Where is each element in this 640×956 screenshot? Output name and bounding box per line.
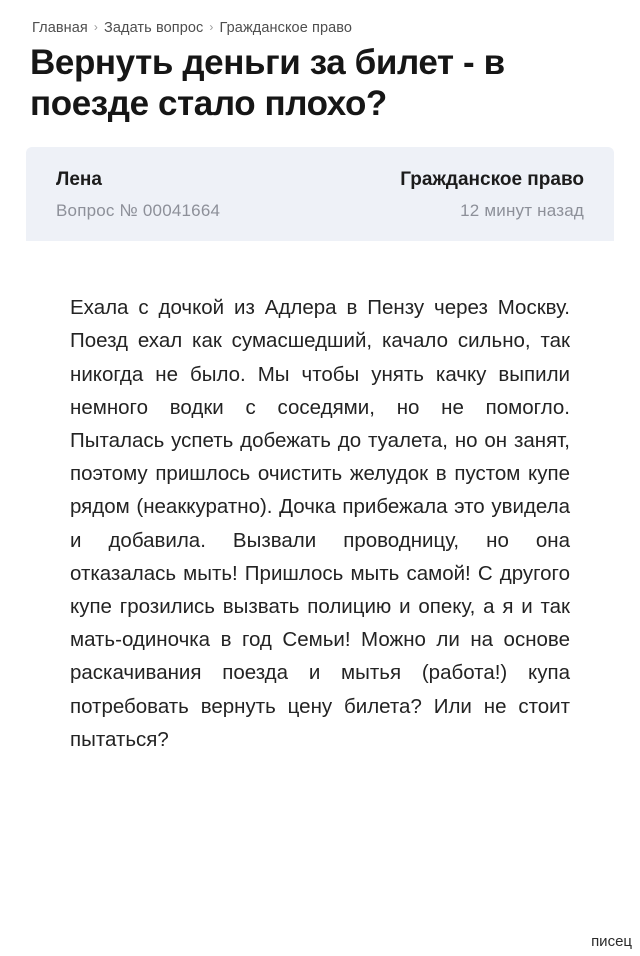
watermark-label: писец: [587, 931, 636, 952]
question-card-header: [26, 147, 614, 241]
question-card-body: [26, 241, 614, 787]
page-title: Вернуть деньги за билет - в поезде стало плохо?: [30, 43, 505, 124]
question-card: [26, 147, 614, 787]
breadcrumb: [32, 20, 614, 36]
breadcrumb-item-ask-question[interactable]: Задать вопрос: [104, 20, 204, 36]
question-body-text: Ехала с дочкой из Адлера в Пензу через Москву. Поезд ехал как сумасшедший, качало сильно, так никогда не было. Мы чтобы унять качку выпили немного водки с соседями, но не помогло. Пыталась успеть добежать до туалета, но он занят, поэтому пришлось очистить желудок в пустом купе рядом (неаккуратно). Дочка прибежала это увидела и добавила. Вызвали проводницу, но она отказалась мыть! Пришлось мыть самой! С другого купе грозились вызвать полицию и опеку, а я и так мать-одиночка в год Семьи! Можно ли на основе раскачивания поезда и мытья (работа!) купа потребовать вернуть цену билета? Или не стоит пытаться?: [70, 296, 570, 751]
question-timestamp: 12 минут назад: [460, 200, 584, 220]
question-meta-block: [400, 169, 584, 221]
question-author: Лена: [56, 168, 102, 190]
question-author-block: [56, 169, 220, 221]
breadcrumb-item-home[interactable]: Главная: [32, 20, 88, 36]
chevron-right-icon: ›: [209, 20, 214, 34]
question-number: Вопрос № 00041664: [56, 200, 221, 220]
question-category[interactable]: Гражданское право: [400, 168, 584, 190]
breadcrumb-item-civil-law[interactable]: Гражданское право: [219, 20, 353, 36]
chevron-right-icon: ›: [93, 20, 98, 34]
